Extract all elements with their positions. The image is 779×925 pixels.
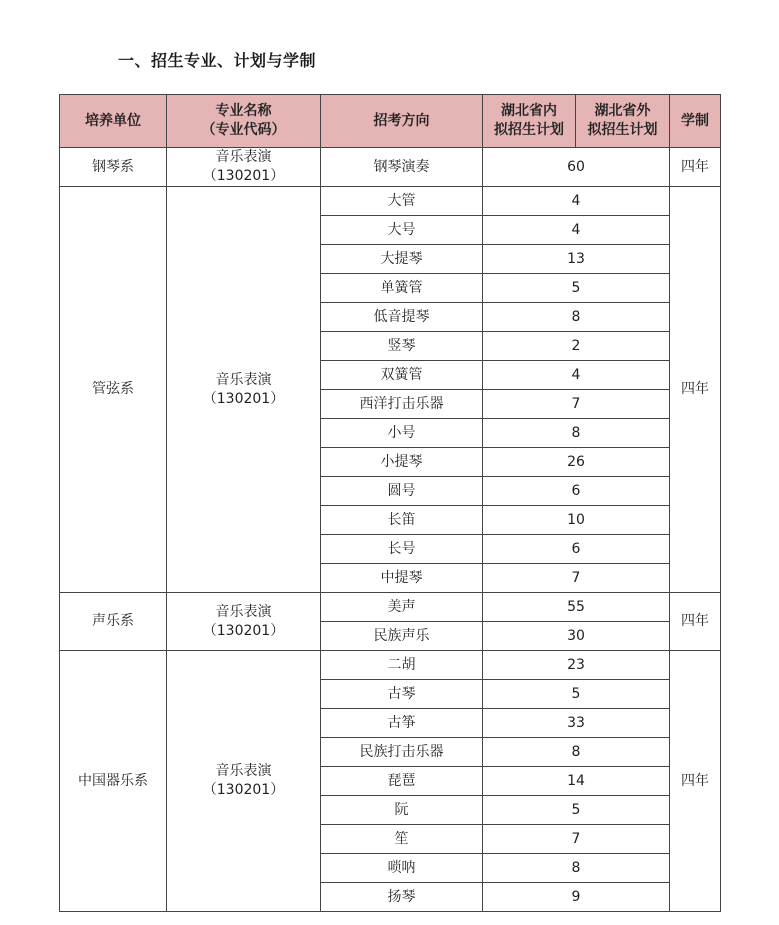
cell-plan: 14 bbox=[483, 767, 670, 796]
cell-plan: 8 bbox=[483, 854, 670, 883]
cell-direction: 二胡 bbox=[321, 651, 483, 680]
header-in-line2: 拟招生计划 bbox=[494, 122, 564, 138]
cell-major bbox=[167, 651, 321, 912]
cell-direction: 小提琴 bbox=[321, 448, 483, 477]
major-name: 音乐表演 bbox=[215, 763, 272, 779]
header-major bbox=[167, 95, 321, 148]
header-major-line1: 专业名称 bbox=[215, 103, 272, 119]
cell-plan: 8 bbox=[483, 738, 670, 767]
cell-duration: 四年 bbox=[670, 187, 721, 593]
cell-plan: 7 bbox=[483, 825, 670, 854]
major-code: （130201） bbox=[202, 622, 285, 639]
cell-plan: 6 bbox=[483, 535, 670, 564]
cell-plan: 13 bbox=[483, 245, 670, 274]
cell-direction: 钢琴演奏 bbox=[321, 148, 483, 187]
cell-plan: 4 bbox=[483, 187, 670, 216]
cell-direction: 古筝 bbox=[321, 709, 483, 738]
cell-unit: 管弦系 bbox=[60, 187, 167, 593]
cell-duration: 四年 bbox=[670, 593, 721, 651]
table-body bbox=[60, 148, 721, 912]
cell-duration: 四年 bbox=[670, 148, 721, 187]
cell-direction: 唢呐 bbox=[321, 854, 483, 883]
cell-direction: 古琴 bbox=[321, 680, 483, 709]
cell-plan: 8 bbox=[483, 303, 670, 332]
major-code: （130201） bbox=[202, 390, 285, 407]
cell-major bbox=[167, 593, 321, 651]
section-heading: 一、招生专业、计划与学制 bbox=[118, 51, 317, 70]
cell-plan: 33 bbox=[483, 709, 670, 738]
header-direction: 招考方向 bbox=[321, 95, 483, 148]
cell-plan: 6 bbox=[483, 477, 670, 506]
cell-plan: 23 bbox=[483, 651, 670, 680]
cell-plan: 5 bbox=[483, 274, 670, 303]
header-out-line2: 拟招生计划 bbox=[587, 122, 658, 138]
table-row bbox=[60, 148, 721, 187]
cell-major bbox=[167, 148, 321, 187]
cell-direction: 单簧管 bbox=[321, 274, 483, 303]
cell-plan: 5 bbox=[483, 796, 670, 825]
cell-plan: 26 bbox=[483, 448, 670, 477]
cell-direction: 大提琴 bbox=[321, 245, 483, 274]
major-code: （130201） bbox=[202, 782, 285, 798]
cell-direction: 民族打击乐器 bbox=[321, 738, 483, 767]
table-row bbox=[60, 187, 721, 216]
cell-duration: 四年 bbox=[670, 651, 721, 912]
header-duration: 学制 bbox=[670, 95, 721, 148]
enrollment-plan-table bbox=[59, 94, 721, 912]
cell-plan: 2 bbox=[483, 332, 670, 361]
cell-direction: 竖琴 bbox=[321, 332, 483, 361]
cell-direction: 长笛 bbox=[321, 506, 483, 535]
table-row bbox=[60, 651, 721, 680]
header-unit: 培养单位 bbox=[60, 95, 167, 148]
cell-plan: 10 bbox=[483, 506, 670, 535]
cell-direction: 中提琴 bbox=[321, 564, 483, 593]
cell-direction: 双簧管 bbox=[321, 361, 483, 390]
cell-plan: 60 bbox=[483, 148, 670, 187]
cell-plan: 4 bbox=[483, 216, 670, 245]
cell-plan: 8 bbox=[483, 419, 670, 448]
cell-direction: 扬琴 bbox=[321, 883, 483, 912]
cell-direction: 民族声乐 bbox=[321, 622, 483, 651]
cell-plan: 7 bbox=[483, 564, 670, 593]
major-name: 音乐表演 bbox=[215, 603, 272, 620]
cell-direction: 西洋打击乐器 bbox=[321, 390, 483, 419]
header-in-province bbox=[483, 95, 576, 148]
cell-direction: 长号 bbox=[321, 535, 483, 564]
cell-direction: 低音提琴 bbox=[321, 303, 483, 332]
header-major-line2: （专业代码） bbox=[201, 122, 286, 138]
cell-direction: 大管 bbox=[321, 187, 483, 216]
table-row bbox=[60, 593, 721, 622]
major-name: 音乐表演 bbox=[215, 149, 272, 165]
header-out-line1: 湖北省外 bbox=[594, 103, 651, 119]
cell-unit: 钢琴系 bbox=[60, 148, 167, 187]
cell-plan: 7 bbox=[483, 390, 670, 419]
cell-plan: 4 bbox=[483, 361, 670, 390]
cell-major bbox=[167, 187, 321, 593]
table-header-row bbox=[60, 95, 721, 148]
cell-direction: 笙 bbox=[321, 825, 483, 854]
cell-direction: 圆号 bbox=[321, 477, 483, 506]
cell-plan: 30 bbox=[483, 622, 670, 651]
cell-plan: 5 bbox=[483, 680, 670, 709]
major-name: 音乐表演 bbox=[215, 371, 272, 388]
cell-direction: 阮 bbox=[321, 796, 483, 825]
cell-plan: 9 bbox=[483, 883, 670, 912]
header-out-province bbox=[576, 95, 670, 148]
major-code: （130201） bbox=[202, 168, 285, 184]
cell-unit: 中国器乐系 bbox=[60, 651, 167, 912]
cell-unit: 声乐系 bbox=[60, 593, 167, 651]
cell-direction: 琵琶 bbox=[321, 767, 483, 796]
header-in-line1: 湖北省内 bbox=[501, 103, 557, 119]
cell-plan: 55 bbox=[483, 593, 670, 622]
cell-direction: 美声 bbox=[321, 593, 483, 622]
cell-direction: 大号 bbox=[321, 216, 483, 245]
cell-direction: 小号 bbox=[321, 419, 483, 448]
